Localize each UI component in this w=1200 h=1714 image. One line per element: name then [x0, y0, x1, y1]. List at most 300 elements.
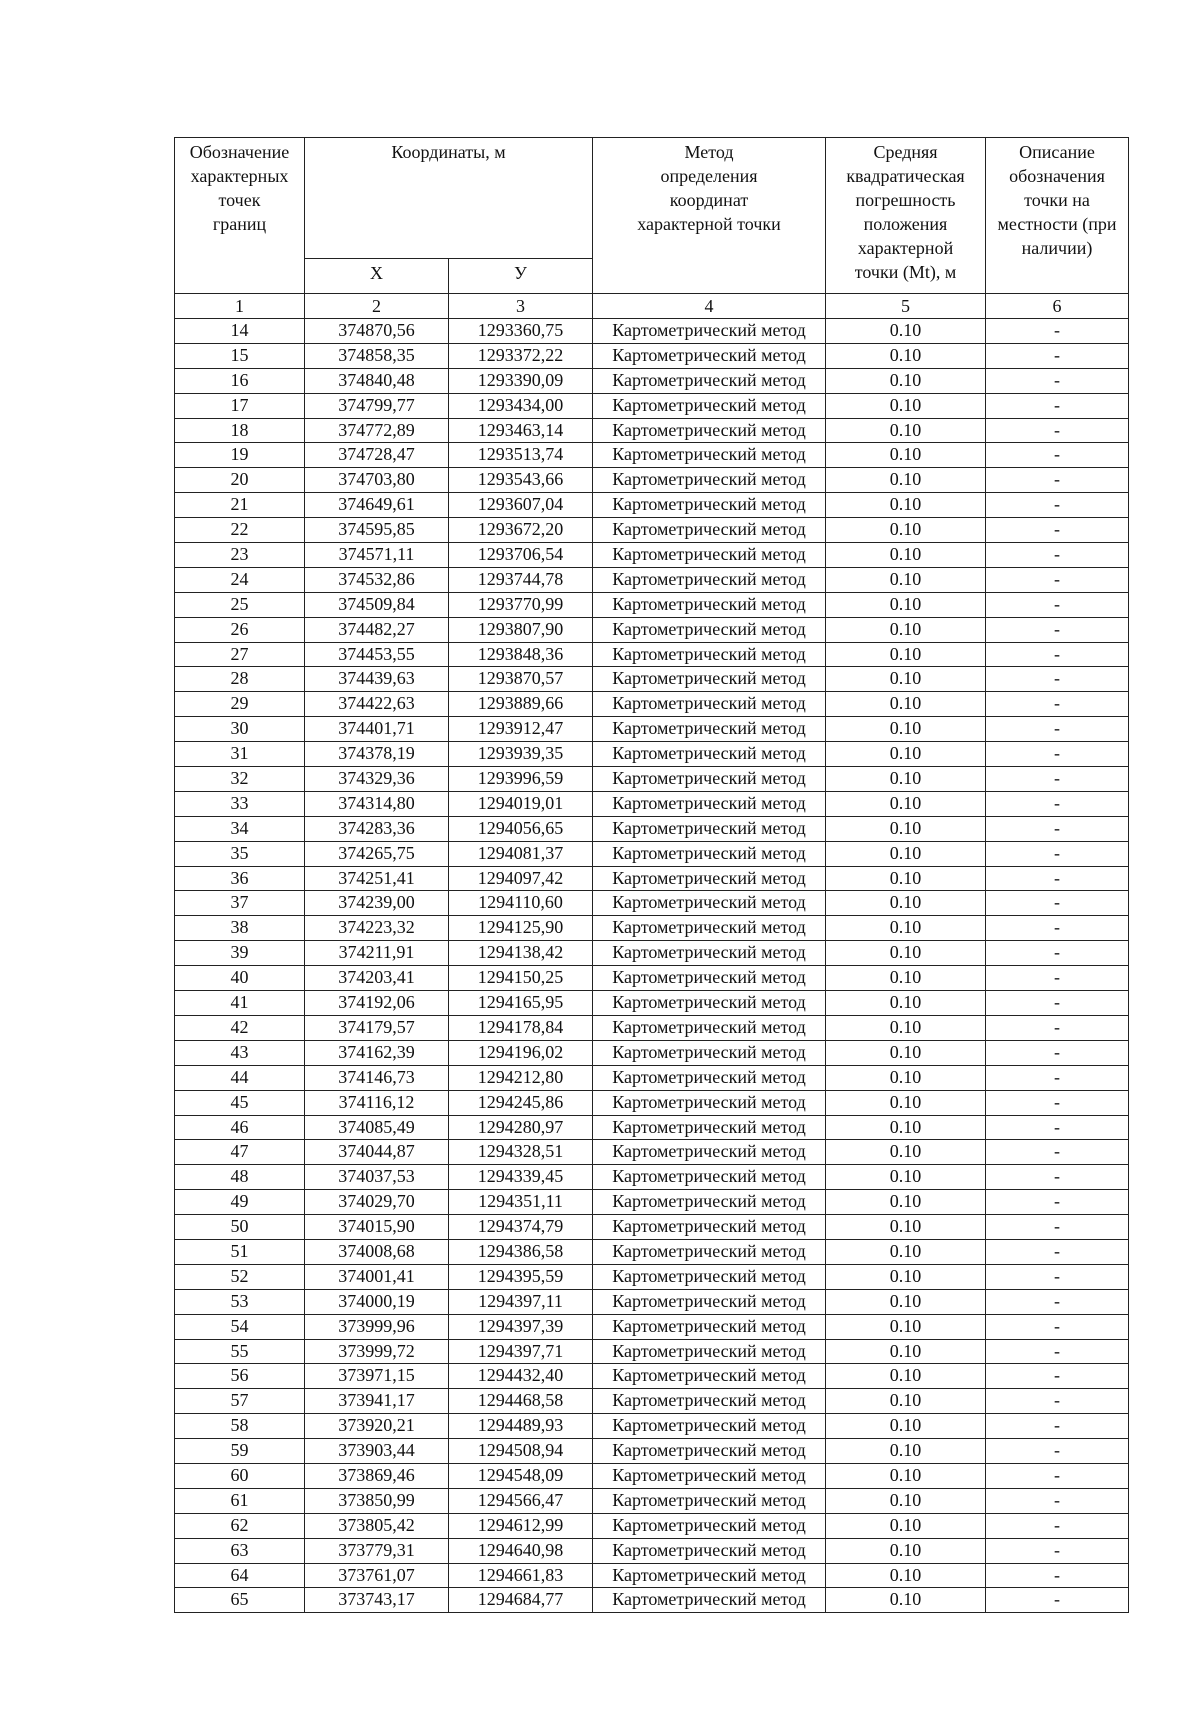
y-coordinate-cell: 1294432,40 — [449, 1364, 593, 1389]
x-coordinate-cell: 374001,41 — [305, 1264, 449, 1289]
point-id-cell: 55 — [175, 1339, 305, 1364]
column-number: 4 — [593, 294, 826, 319]
error-cell: 0.10 — [826, 1190, 986, 1215]
x-coordinate-cell: 374422,63 — [305, 692, 449, 717]
description-cell: - — [986, 692, 1129, 717]
error-cell: 0.10 — [826, 1339, 986, 1364]
error-cell: 0.10 — [826, 1538, 986, 1563]
error-cell: 0.10 — [826, 617, 986, 642]
method-cell: Картометрический метод — [593, 767, 826, 792]
description-cell: - — [986, 343, 1129, 368]
method-cell: Картометрический метод — [593, 319, 826, 344]
x-coordinate-cell: 374179,57 — [305, 1015, 449, 1040]
method-cell: Картометрический метод — [593, 1190, 826, 1215]
method-cell: Картометрический метод — [593, 617, 826, 642]
table-row — [175, 717, 1129, 742]
point-id-cell: 14 — [175, 319, 305, 344]
description-cell: - — [986, 1588, 1129, 1613]
header-x: Х — [305, 259, 449, 294]
x-coordinate-cell: 373869,46 — [305, 1463, 449, 1488]
method-cell: Картометрический метод — [593, 1339, 826, 1364]
x-coordinate-cell: 373743,17 — [305, 1588, 449, 1613]
point-id-cell: 22 — [175, 518, 305, 543]
point-id-cell: 54 — [175, 1314, 305, 1339]
y-coordinate-cell: 1294374,79 — [449, 1215, 593, 1240]
x-coordinate-cell: 373903,44 — [305, 1439, 449, 1464]
y-coordinate-cell: 1294081,37 — [449, 841, 593, 866]
description-cell: - — [986, 1538, 1129, 1563]
point-id-cell: 24 — [175, 567, 305, 592]
table-row — [175, 1264, 1129, 1289]
error-cell: 0.10 — [826, 1463, 986, 1488]
error-cell: 0.10 — [826, 692, 986, 717]
y-coordinate-cell: 1293807,90 — [449, 617, 593, 642]
header-y: У — [449, 259, 593, 294]
table-row — [175, 791, 1129, 816]
method-cell: Картометрический метод — [593, 1015, 826, 1040]
method-cell: Картометрический метод — [593, 1165, 826, 1190]
error-cell: 0.10 — [826, 368, 986, 393]
point-id-cell: 21 — [175, 493, 305, 518]
x-coordinate-cell: 373971,15 — [305, 1364, 449, 1389]
method-cell: Картометрический метод — [593, 841, 826, 866]
description-cell: - — [986, 717, 1129, 742]
table-row — [175, 1513, 1129, 1538]
x-coordinate-cell: 374116,12 — [305, 1090, 449, 1115]
table-row — [175, 1439, 1129, 1464]
point-id-cell: 37 — [175, 891, 305, 916]
point-id-cell: 18 — [175, 418, 305, 443]
y-coordinate-cell: 1294397,71 — [449, 1339, 593, 1364]
table-row — [175, 1015, 1129, 1040]
description-cell: - — [986, 1488, 1129, 1513]
point-id-cell: 41 — [175, 991, 305, 1016]
header-coordinates: Координаты, м — [305, 138, 593, 259]
description-cell: - — [986, 966, 1129, 991]
x-coordinate-cell: 374858,35 — [305, 343, 449, 368]
method-cell: Картометрический метод — [593, 393, 826, 418]
y-coordinate-cell: 1293463,14 — [449, 418, 593, 443]
point-id-cell: 17 — [175, 393, 305, 418]
table-row — [175, 816, 1129, 841]
error-cell: 0.10 — [826, 1364, 986, 1389]
error-cell: 0.10 — [826, 1264, 986, 1289]
table-row — [175, 319, 1129, 344]
x-coordinate-cell: 374329,36 — [305, 767, 449, 792]
y-coordinate-cell: 1294661,83 — [449, 1563, 593, 1588]
error-cell: 0.10 — [826, 916, 986, 941]
table-row — [175, 767, 1129, 792]
method-cell: Картометрический метод — [593, 866, 826, 891]
x-coordinate-cell: 374211,91 — [305, 941, 449, 966]
description-cell: - — [986, 791, 1129, 816]
description-cell: - — [986, 1364, 1129, 1389]
description-cell: - — [986, 543, 1129, 568]
y-coordinate-cell: 1294212,80 — [449, 1065, 593, 1090]
y-coordinate-cell: 1293372,22 — [449, 343, 593, 368]
point-id-cell: 15 — [175, 343, 305, 368]
point-id-cell: 33 — [175, 791, 305, 816]
error-cell: 0.10 — [826, 1289, 986, 1314]
x-coordinate-cell: 374029,70 — [305, 1190, 449, 1215]
y-coordinate-cell: 1294056,65 — [449, 816, 593, 841]
x-coordinate-cell: 374314,80 — [305, 791, 449, 816]
method-cell: Картометрический метод — [593, 1463, 826, 1488]
method-cell: Картометрический метод — [593, 1389, 826, 1414]
x-coordinate-cell: 373761,07 — [305, 1563, 449, 1588]
x-coordinate-cell: 374870,56 — [305, 319, 449, 344]
description-cell: - — [986, 667, 1129, 692]
description-cell: - — [986, 1414, 1129, 1439]
x-coordinate-cell: 374037,53 — [305, 1165, 449, 1190]
method-cell: Картометрический метод — [593, 493, 826, 518]
y-coordinate-cell: 1293543,66 — [449, 468, 593, 493]
point-id-cell: 38 — [175, 916, 305, 941]
error-cell: 0.10 — [826, 418, 986, 443]
point-id-cell: 47 — [175, 1140, 305, 1165]
description-cell: - — [986, 443, 1129, 468]
description-cell: - — [986, 393, 1129, 418]
error-cell: 0.10 — [826, 667, 986, 692]
table-row — [175, 991, 1129, 1016]
method-cell: Картометрический метод — [593, 1239, 826, 1264]
point-id-cell: 50 — [175, 1215, 305, 1240]
method-cell: Картометрический метод — [593, 543, 826, 568]
y-coordinate-cell: 1293870,57 — [449, 667, 593, 692]
y-coordinate-cell: 1294339,45 — [449, 1165, 593, 1190]
y-coordinate-cell: 1293744,78 — [449, 567, 593, 592]
y-coordinate-cell: 1293889,66 — [449, 692, 593, 717]
method-cell: Картометрический метод — [593, 418, 826, 443]
y-coordinate-cell: 1293939,35 — [449, 742, 593, 767]
table-row — [175, 543, 1129, 568]
point-id-cell: 32 — [175, 767, 305, 792]
table-row — [175, 1364, 1129, 1389]
point-id-cell: 31 — [175, 742, 305, 767]
y-coordinate-cell: 1294097,42 — [449, 866, 593, 891]
point-id-cell: 25 — [175, 592, 305, 617]
description-cell: - — [986, 368, 1129, 393]
point-id-cell: 63 — [175, 1538, 305, 1563]
y-coordinate-cell: 1294328,51 — [449, 1140, 593, 1165]
error-cell: 0.10 — [826, 1439, 986, 1464]
description-cell: - — [986, 1115, 1129, 1140]
method-cell: Картометрический метод — [593, 742, 826, 767]
error-cell: 0.10 — [826, 1513, 986, 1538]
method-cell: Картометрический метод — [593, 567, 826, 592]
x-coordinate-cell: 373941,17 — [305, 1389, 449, 1414]
error-cell: 0.10 — [826, 642, 986, 667]
x-coordinate-cell: 373779,31 — [305, 1538, 449, 1563]
table-row — [175, 1339, 1129, 1364]
table-row — [175, 1239, 1129, 1264]
table-row — [175, 493, 1129, 518]
method-cell: Картометрический метод — [593, 1115, 826, 1140]
description-cell: - — [986, 742, 1129, 767]
x-coordinate-cell: 374015,90 — [305, 1215, 449, 1240]
x-coordinate-cell: 374265,75 — [305, 841, 449, 866]
column-number: 5 — [826, 294, 986, 319]
description-cell: - — [986, 1215, 1129, 1240]
method-cell: Картометрический метод — [593, 518, 826, 543]
method-cell: Картометрический метод — [593, 1563, 826, 1588]
error-cell: 0.10 — [826, 1414, 986, 1439]
x-coordinate-cell: 374728,47 — [305, 443, 449, 468]
description-cell: - — [986, 1439, 1129, 1464]
x-coordinate-cell: 374772,89 — [305, 418, 449, 443]
table-row — [175, 1165, 1129, 1190]
point-id-cell: 45 — [175, 1090, 305, 1115]
error-cell: 0.10 — [826, 1140, 986, 1165]
description-cell: - — [986, 418, 1129, 443]
y-coordinate-cell: 1293390,09 — [449, 368, 593, 393]
description-cell: - — [986, 767, 1129, 792]
point-id-cell: 48 — [175, 1165, 305, 1190]
x-coordinate-cell: 374162,39 — [305, 1040, 449, 1065]
description-cell: - — [986, 493, 1129, 518]
description-cell: - — [986, 1264, 1129, 1289]
table-row — [175, 443, 1129, 468]
point-id-cell: 52 — [175, 1264, 305, 1289]
y-coordinate-cell: 1293996,59 — [449, 767, 593, 792]
point-id-cell: 29 — [175, 692, 305, 717]
table-row — [175, 468, 1129, 493]
y-coordinate-cell: 1293770,99 — [449, 592, 593, 617]
method-cell: Картометрический метод — [593, 941, 826, 966]
point-id-cell: 27 — [175, 642, 305, 667]
error-cell: 0.10 — [826, 1090, 986, 1115]
method-cell: Картометрический метод — [593, 1040, 826, 1065]
description-cell: - — [986, 617, 1129, 642]
y-coordinate-cell: 1294548,09 — [449, 1463, 593, 1488]
method-cell: Картометрический метод — [593, 891, 826, 916]
error-cell: 0.10 — [826, 941, 986, 966]
x-coordinate-cell: 374509,84 — [305, 592, 449, 617]
table-row — [175, 916, 1129, 941]
point-id-cell: 64 — [175, 1563, 305, 1588]
y-coordinate-cell: 1294566,47 — [449, 1488, 593, 1513]
description-cell: - — [986, 866, 1129, 891]
table-row — [175, 1314, 1129, 1339]
y-coordinate-cell: 1294684,77 — [449, 1588, 593, 1613]
description-cell: - — [986, 1289, 1129, 1314]
y-coordinate-cell: 1294150,25 — [449, 966, 593, 991]
point-id-cell: 57 — [175, 1389, 305, 1414]
table-row — [175, 966, 1129, 991]
y-coordinate-cell: 1293360,75 — [449, 319, 593, 344]
table-row — [175, 1190, 1129, 1215]
error-cell: 0.10 — [826, 1040, 986, 1065]
method-cell: Картометрический метод — [593, 368, 826, 393]
point-id-cell: 42 — [175, 1015, 305, 1040]
point-id-cell: 35 — [175, 841, 305, 866]
table-row — [175, 1463, 1129, 1488]
x-coordinate-cell: 374799,77 — [305, 393, 449, 418]
y-coordinate-cell: 1293912,47 — [449, 717, 593, 742]
error-cell: 0.10 — [826, 1239, 986, 1264]
description-cell: - — [986, 567, 1129, 592]
x-coordinate-cell: 374085,49 — [305, 1115, 449, 1140]
point-id-cell: 49 — [175, 1190, 305, 1215]
error-cell: 0.10 — [826, 891, 986, 916]
y-coordinate-cell: 1294138,42 — [449, 941, 593, 966]
table-row — [175, 592, 1129, 617]
description-cell: - — [986, 1090, 1129, 1115]
description-cell: - — [986, 642, 1129, 667]
error-cell: 0.10 — [826, 518, 986, 543]
x-coordinate-cell: 374008,68 — [305, 1239, 449, 1264]
error-cell: 0.10 — [826, 866, 986, 891]
method-cell: Картометрический метод — [593, 1364, 826, 1389]
table-row — [175, 742, 1129, 767]
method-cell: Картометрический метод — [593, 1090, 826, 1115]
column-number: 1 — [175, 294, 305, 319]
error-cell: 0.10 — [826, 443, 986, 468]
method-cell: Картометрический метод — [593, 692, 826, 717]
point-id-cell: 65 — [175, 1588, 305, 1613]
point-id-cell: 43 — [175, 1040, 305, 1065]
y-coordinate-cell: 1294125,90 — [449, 916, 593, 941]
y-coordinate-cell: 1294165,95 — [449, 991, 593, 1016]
y-coordinate-cell: 1294468,58 — [449, 1389, 593, 1414]
x-coordinate-cell: 374192,06 — [305, 991, 449, 1016]
method-cell: Картометрический метод — [593, 916, 826, 941]
y-coordinate-cell: 1294640,98 — [449, 1538, 593, 1563]
y-coordinate-cell: 1294351,11 — [449, 1190, 593, 1215]
error-cell: 0.10 — [826, 1314, 986, 1339]
description-cell: - — [986, 468, 1129, 493]
table-row — [175, 667, 1129, 692]
x-coordinate-cell: 374649,61 — [305, 493, 449, 518]
method-cell: Картометрический метод — [593, 343, 826, 368]
x-coordinate-cell: 374401,71 — [305, 717, 449, 742]
description-cell: - — [986, 891, 1129, 916]
table-row — [175, 1563, 1129, 1588]
method-cell: Картометрический метод — [593, 468, 826, 493]
y-coordinate-cell: 1293672,20 — [449, 518, 593, 543]
table-row — [175, 1215, 1129, 1240]
method-cell: Картометрический метод — [593, 1140, 826, 1165]
x-coordinate-cell: 374044,87 — [305, 1140, 449, 1165]
description-cell: - — [986, 518, 1129, 543]
point-id-cell: 61 — [175, 1488, 305, 1513]
x-coordinate-cell: 374571,11 — [305, 543, 449, 568]
y-coordinate-cell: 1294196,02 — [449, 1040, 593, 1065]
table-row — [175, 1115, 1129, 1140]
x-coordinate-cell: 374840,48 — [305, 368, 449, 393]
description-cell: - — [986, 916, 1129, 941]
description-cell: - — [986, 1513, 1129, 1538]
x-coordinate-cell: 373999,96 — [305, 1314, 449, 1339]
x-coordinate-cell: 374000,19 — [305, 1289, 449, 1314]
method-cell: Картометрический метод — [593, 791, 826, 816]
x-coordinate-cell: 374595,85 — [305, 518, 449, 543]
error-cell: 0.10 — [826, 1488, 986, 1513]
y-coordinate-cell: 1294508,94 — [449, 1439, 593, 1464]
table-row — [175, 941, 1129, 966]
method-cell: Картометрический метод — [593, 816, 826, 841]
x-coordinate-cell: 374146,73 — [305, 1065, 449, 1090]
header-description: Описание обозначения точки на местности (при наличии) — [986, 138, 1129, 294]
error-cell: 0.10 — [826, 791, 986, 816]
column-numbers-row — [175, 294, 1129, 319]
coordinates-table — [174, 137, 1129, 1613]
table-row — [175, 866, 1129, 891]
description-cell: - — [986, 1065, 1129, 1090]
point-id-cell: 51 — [175, 1239, 305, 1264]
description-cell: - — [986, 1165, 1129, 1190]
point-id-cell: 58 — [175, 1414, 305, 1439]
y-coordinate-cell: 1294489,93 — [449, 1414, 593, 1439]
y-coordinate-cell: 1294245,86 — [449, 1090, 593, 1115]
method-cell: Картометрический метод — [593, 1513, 826, 1538]
error-cell: 0.10 — [826, 468, 986, 493]
error-cell: 0.10 — [826, 717, 986, 742]
table-row — [175, 393, 1129, 418]
x-coordinate-cell: 374223,32 — [305, 916, 449, 941]
error-cell: 0.10 — [826, 1165, 986, 1190]
error-cell: 0.10 — [826, 966, 986, 991]
table-row — [175, 841, 1129, 866]
header-error: Средняя квадратическая погрешность положения характерной точки (Mt), м — [826, 138, 986, 294]
header-method: Метод определения координат характерной точки — [593, 138, 826, 294]
method-cell: Картометрический метод — [593, 642, 826, 667]
error-cell: 0.10 — [826, 991, 986, 1016]
error-cell: 0.10 — [826, 816, 986, 841]
method-cell: Картометрический метод — [593, 1488, 826, 1513]
description-cell: - — [986, 1314, 1129, 1339]
description-cell: - — [986, 841, 1129, 866]
x-coordinate-cell: 374203,41 — [305, 966, 449, 991]
description-cell: - — [986, 1339, 1129, 1364]
x-coordinate-cell: 374532,86 — [305, 567, 449, 592]
point-id-cell: 23 — [175, 543, 305, 568]
error-cell: 0.10 — [826, 319, 986, 344]
y-coordinate-cell: 1294397,39 — [449, 1314, 593, 1339]
method-cell: Картометрический метод — [593, 1588, 826, 1613]
method-cell: Картометрический метод — [593, 1538, 826, 1563]
method-cell: Картометрический метод — [593, 991, 826, 1016]
error-cell: 0.10 — [826, 767, 986, 792]
header-designation: Обозначение характерных точек границ — [175, 138, 305, 294]
table-row — [175, 418, 1129, 443]
description-cell: - — [986, 1563, 1129, 1588]
table-row — [175, 1389, 1129, 1414]
point-id-cell: 26 — [175, 617, 305, 642]
point-id-cell: 34 — [175, 816, 305, 841]
point-id-cell: 36 — [175, 866, 305, 891]
error-cell: 0.10 — [826, 841, 986, 866]
description-cell: - — [986, 1463, 1129, 1488]
point-id-cell: 20 — [175, 468, 305, 493]
column-number: 6 — [986, 294, 1129, 319]
x-coordinate-cell: 374703,80 — [305, 468, 449, 493]
error-cell: 0.10 — [826, 567, 986, 592]
error-cell: 0.10 — [826, 543, 986, 568]
error-cell: 0.10 — [826, 1389, 986, 1414]
table-row — [175, 1414, 1129, 1439]
x-coordinate-cell: 374439,63 — [305, 667, 449, 692]
x-coordinate-cell: 374239,00 — [305, 891, 449, 916]
column-number: 3 — [449, 294, 593, 319]
table-row — [175, 567, 1129, 592]
description-cell: - — [986, 319, 1129, 344]
table-row — [175, 343, 1129, 368]
table-row — [175, 617, 1129, 642]
table-row — [175, 1538, 1129, 1563]
table-row — [175, 642, 1129, 667]
x-coordinate-cell: 374378,19 — [305, 742, 449, 767]
